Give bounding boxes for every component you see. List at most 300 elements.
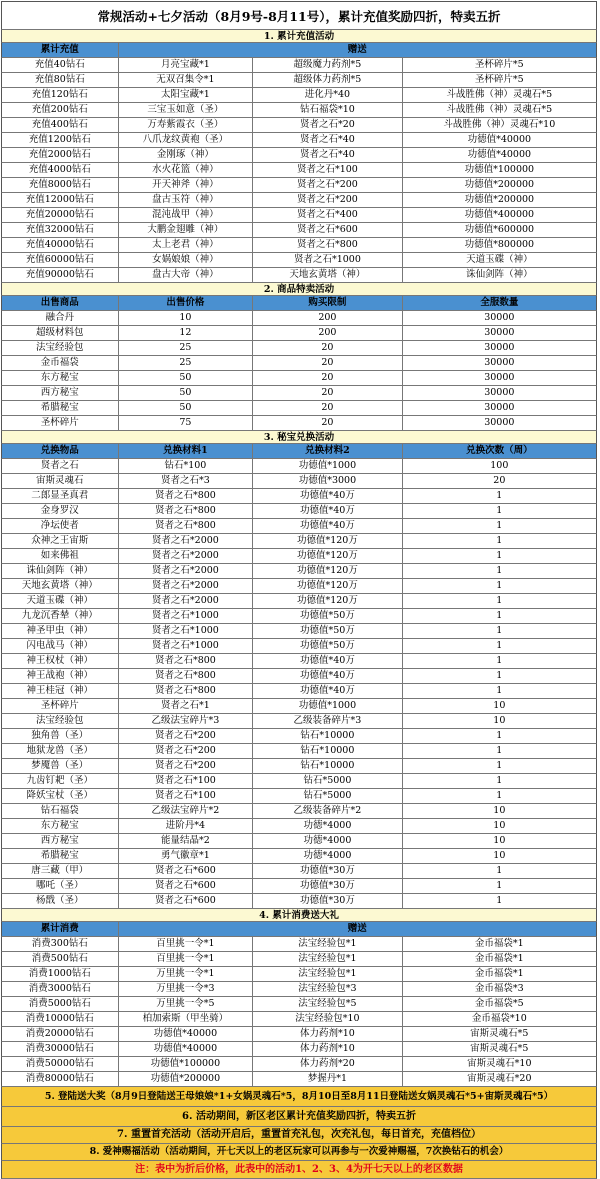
table-cell: 30000 [403, 401, 596, 415]
table-row [1, 834, 597, 849]
table-row [1, 759, 597, 774]
table-cell: 圣杯碎片 [2, 699, 119, 713]
table-cell: 1 [403, 654, 596, 668]
table-cell: 金身罗汉 [2, 504, 119, 518]
table-row [1, 579, 597, 594]
table-cell: 乙级法宝碎片*2 [119, 804, 254, 818]
table-cell: 1 [403, 894, 596, 908]
table-cell: 金币福袋 [2, 356, 119, 370]
table-cell: 1 [403, 864, 596, 878]
section4-title-bar: 4. 累计消费送大礼 [1, 909, 597, 922]
table-cell: 200 [253, 311, 403, 325]
table-row [1, 401, 597, 416]
table-row [1, 729, 597, 744]
table-cell: 1 [403, 669, 596, 683]
table-cell: 超级材料包 [2, 326, 119, 340]
section3-table [1, 459, 597, 909]
table-row [1, 178, 597, 193]
table-row [1, 789, 597, 804]
table-cell: 充值20000钻石 [2, 208, 119, 222]
table-row [1, 549, 597, 564]
table-cell: 贤者之石*1000 [119, 639, 254, 653]
table-cell: 20 [253, 371, 403, 385]
table-cell: 宙斯灵魂石 [2, 474, 119, 488]
table-cell: 10 [119, 311, 254, 325]
table-row [1, 684, 597, 699]
table-cell: 盘古大帝（神） [119, 268, 254, 282]
table-cell: 充值90000钻石 [2, 268, 119, 282]
table-cell: 水火花篮（神） [119, 163, 254, 177]
table-cell: 功德值*1000 [253, 699, 403, 713]
table-cell: 功德值*40000 [119, 1027, 254, 1041]
table-cell: 体力药剂*20 [253, 1057, 403, 1071]
table-cell: 法宝经验包*10 [253, 1012, 403, 1026]
table-cell: 圣杯碎片 [2, 416, 119, 430]
table-cell: 贤者之石*200 [253, 178, 403, 192]
table-row [1, 894, 597, 909]
table-cell: 进阶丹*4 [119, 819, 254, 833]
table-cell: 圣杯碎片*5 [403, 58, 596, 72]
activity-sheet [1, 1, 597, 1179]
table-cell: 乙级装备碎片*2 [253, 804, 403, 818]
table-cell: 钻石福袋 [2, 804, 119, 818]
table-cell: 盘古玉符（神） [119, 193, 254, 207]
table-row [1, 804, 597, 819]
table-cell: 钻石*10000 [253, 759, 403, 773]
table-cell: 西方秘宝 [2, 834, 119, 848]
table-row [1, 238, 597, 253]
table-cell: 法宝经验包*1 [253, 967, 403, 981]
table-cell: 消费50000钻石 [2, 1057, 119, 1071]
table-cell: 贤者之石*100 [119, 774, 254, 788]
table-cell: 贤者之石*1 [119, 699, 254, 713]
table-row [1, 519, 597, 534]
section1-title-bar: 1. 累计充值活动 [1, 30, 597, 43]
table-cell: 功德值*800000 [403, 238, 596, 252]
table-cell: 金币福袋*1 [403, 937, 596, 951]
section2-title-bar: 2. 商品特卖活动 [1, 283, 597, 296]
table-row [1, 609, 597, 624]
table-cell: 功德值*400000 [403, 208, 596, 222]
table-cell: 75 [119, 416, 254, 430]
table-cell: 诛仙剑阵（神） [403, 268, 596, 282]
table-cell: 贤者之石*1000 [253, 253, 403, 267]
table-cell: 贤者之石*600 [253, 223, 403, 237]
table-cell: 1 [403, 789, 596, 803]
table-cell: 充值32000钻石 [2, 223, 119, 237]
table-cell: 九齿钉耙（圣） [2, 774, 119, 788]
table-cell: 大鹏金翅雕（神） [119, 223, 254, 237]
table-cell: 30000 [403, 371, 596, 385]
table-cell: 贤者之石*2000 [119, 579, 254, 593]
table-cell: 功德值*120万 [253, 564, 403, 578]
table-cell: 功德值*1000 [253, 459, 403, 473]
table-cell: 金币福袋*1 [403, 967, 596, 981]
table-cell: 天地玄黄塔（神） [253, 268, 403, 282]
table-cell: 众神之王宙斯 [2, 534, 119, 548]
table-cell: 贤者之石*3 [119, 474, 254, 488]
table-row [1, 58, 597, 73]
table-row [1, 88, 597, 103]
table-cell: 功德值*120万 [253, 594, 403, 608]
table-cell: 钻石*100 [119, 459, 254, 473]
table-cell: 1 [403, 684, 596, 698]
table-cell: 功德值*600000 [403, 223, 596, 237]
table-cell: 乙级装备碎片*3 [253, 714, 403, 728]
table-cell: 1 [403, 489, 596, 503]
table-row [1, 699, 597, 714]
table-cell: 斗战胜佛（神）灵魂石*10 [403, 118, 596, 132]
table-row [1, 1012, 597, 1027]
table-row [1, 714, 597, 729]
table-cell: 神王桂冠（神） [2, 684, 119, 698]
table-row [1, 326, 597, 341]
table-cell: 充值1200钻石 [2, 133, 119, 147]
table-cell: 法宝经验包 [2, 341, 119, 355]
table-cell: 贤者之石*100 [119, 789, 254, 803]
table-cell: 20 [253, 386, 403, 400]
table-cell: 10 [403, 849, 596, 863]
table-cell: 八爪龙纹黄袍（圣） [119, 133, 254, 147]
table-cell: 独角兽（圣） [2, 729, 119, 743]
section1-table [1, 58, 597, 283]
table-cell: 能量结晶*2 [119, 834, 254, 848]
table-row [1, 489, 597, 504]
table-cell: 太上老君（神） [119, 238, 254, 252]
table-cell: 功德值*50万 [253, 639, 403, 653]
table-cell: 功德值*50万 [253, 624, 403, 638]
table-cell: 功德值*40万 [253, 489, 403, 503]
table-cell: 贤者之石*800 [253, 238, 403, 252]
table-cell: 无双召集令*1 [119, 73, 254, 87]
table-row [1, 534, 597, 549]
table-cell: 贤者之石*20 [253, 118, 403, 132]
table-row [1, 594, 597, 609]
table-cell: 1 [403, 519, 596, 533]
table-cell: 20 [403, 474, 596, 488]
table-cell: 1 [403, 609, 596, 623]
table-cell: 充值400钻石 [2, 118, 119, 132]
table-cell: 10 [403, 834, 596, 848]
table-cell: 12 [119, 326, 254, 340]
table-cell: 斗战胜佛（神）灵魂石*5 [403, 103, 596, 117]
table-cell: 法宝经验包*5 [253, 997, 403, 1011]
table-cell: 功德值*120万 [253, 534, 403, 548]
table-row [1, 819, 597, 834]
table-cell: 勇气徽章*1 [119, 849, 254, 863]
table-cell: 宙斯灵魂石*5 [403, 1027, 596, 1041]
table-cell: 贤者之石*400 [253, 208, 403, 222]
table-cell: 梦握丹*1 [253, 1072, 403, 1086]
table-row [1, 73, 597, 88]
table-cell: 贤者之石*200 [119, 744, 254, 758]
table-cell: 贤者之石*200 [119, 729, 254, 743]
table-cell: 神王权杖（神） [2, 654, 119, 668]
section2-header: 出售商品 出售价格 购买限制 全服数量 [1, 296, 597, 311]
table-cell: 功德值*40万 [253, 519, 403, 533]
table-cell: 天地玄黄塔（神） [2, 579, 119, 593]
table-cell: 柏加索斯（甲坐骑） [119, 1012, 254, 1026]
table-cell: 充值40钻石 [2, 58, 119, 72]
table-cell: 降妖宝杖（圣） [2, 789, 119, 803]
table-cell: 钻石福袋*10 [253, 103, 403, 117]
table-cell: 贤者之石*600 [119, 894, 254, 908]
table-cell: 10 [403, 804, 596, 818]
table-cell: 百里挑一令*1 [119, 937, 254, 951]
table-row [1, 311, 597, 326]
table-cell: 金币福袋*3 [403, 982, 596, 996]
table-cell: 功德*4000 [253, 819, 403, 833]
table-cell: 净坛使者 [2, 519, 119, 533]
table-cell: 贤者之石*600 [119, 864, 254, 878]
table-cell: 1 [403, 549, 596, 563]
table-cell: 功德值*50万 [253, 609, 403, 623]
table-cell: 消费20000钻石 [2, 1027, 119, 1041]
table-cell: 万里挑一令*3 [119, 982, 254, 996]
table-cell: 闪电战马（神） [2, 639, 119, 653]
table-cell: 金币福袋*5 [403, 997, 596, 1011]
table-cell: 功德值*200000 [403, 178, 596, 192]
table-cell: 充值200钻石 [2, 103, 119, 117]
table-cell: 西方秘宝 [2, 386, 119, 400]
table-row [1, 103, 597, 118]
table-cell: 消费5000钻石 [2, 997, 119, 1011]
table-cell: 100 [403, 459, 596, 473]
table-row [1, 639, 597, 654]
table-cell: 30000 [403, 311, 596, 325]
table-cell: 进化丹*40 [253, 88, 403, 102]
table-cell: 消费300钻石 [2, 937, 119, 951]
section5-login-reward: 5. 登陆送大奖（8月9日登陆送王母娘娘*1+女娲灵魂石*5，8月10日至8月11日登陆送女娲灵魂石*5+宙斯灵魂石*5） [1, 1087, 597, 1107]
table-cell: 功德值*100000 [403, 163, 596, 177]
table-row [1, 774, 597, 789]
table-cell: 功德值*40万 [253, 654, 403, 668]
table-cell: 功德值*30万 [253, 879, 403, 893]
table-cell: 充值8000钻石 [2, 178, 119, 192]
table-cell: 充值4000钻石 [2, 163, 119, 177]
table-row [1, 356, 597, 371]
table-cell: 金币福袋*10 [403, 1012, 596, 1026]
table-cell: 三宝玉如意（圣） [119, 103, 254, 117]
table-cell: 月亮宝藏*1 [119, 58, 254, 72]
table-row [1, 967, 597, 982]
table-cell: 消费80000钻石 [2, 1072, 119, 1086]
table-row [1, 371, 597, 386]
table-cell: 20 [253, 416, 403, 430]
table-cell: 1 [403, 594, 596, 608]
table-cell: 25 [119, 341, 254, 355]
table-cell: 宙斯灵魂石*20 [403, 1072, 596, 1086]
table-cell: 钻石*10000 [253, 729, 403, 743]
table-cell: 贤者之石*1000 [119, 609, 254, 623]
table-cell: 钻石*5000 [253, 774, 403, 788]
table-cell: 充值2000钻石 [2, 148, 119, 162]
table-cell: 宙斯灵魂石*10 [403, 1057, 596, 1071]
table-row [1, 1027, 597, 1042]
table-cell: 贤者之石*2000 [119, 594, 254, 608]
table-cell: 贤者之石*800 [119, 684, 254, 698]
section4-table [1, 937, 597, 1087]
table-cell: 贤者之石*2000 [119, 564, 254, 578]
table-row [1, 1072, 597, 1087]
table-cell: 天道玉碟（神） [403, 253, 596, 267]
section6-discount: 6. 活动期间，新区老区累计充值奖励四折，特卖五折 [1, 1107, 597, 1127]
footnote: 注：表中为折后价格，此表中的活动1、2、3、4为开七天以上的老区数据 [1, 1161, 597, 1179]
table-cell: 斗战胜佛（神）灵魂石*5 [403, 88, 596, 102]
table-cell: 二郎显圣真君 [2, 489, 119, 503]
table-cell: 功德值*3000 [253, 474, 403, 488]
table-cell: 1 [403, 504, 596, 518]
table-cell: 1 [403, 639, 596, 653]
table-cell: 50 [119, 371, 254, 385]
table-cell: 消费1000钻石 [2, 967, 119, 981]
table-row [1, 163, 597, 178]
table-cell: 功德值*30万 [253, 894, 403, 908]
table-row [1, 669, 597, 684]
table-row [1, 208, 597, 223]
table-cell: 金刚琢（神） [119, 148, 254, 162]
table-row [1, 253, 597, 268]
table-cell: 功德值*200000 [403, 193, 596, 207]
table-row [1, 997, 597, 1012]
table-cell: 钻石*10000 [253, 744, 403, 758]
table-cell: 功德值*40万 [253, 684, 403, 698]
table-cell: 融合丹 [2, 311, 119, 325]
table-row [1, 1057, 597, 1072]
table-cell: 功德值*100000 [119, 1057, 254, 1071]
table-cell: 25 [119, 356, 254, 370]
section3-header: 兑换物品 兑换材料1 兑换材料2 兑换次数（周） [1, 444, 597, 459]
table-cell: 贤者之石 [2, 459, 119, 473]
table-row [1, 624, 597, 639]
table-cell: 充值80钻石 [2, 73, 119, 87]
table-cell: 九龙沉香辇（神） [2, 609, 119, 623]
table-row [1, 952, 597, 967]
section7-first-charge-reset: 7. 重置首充活动（活动开启后，重置首充礼包，次充礼包，每日首充，充值档位） [1, 1127, 597, 1144]
table-cell: 东方秘宝 [2, 819, 119, 833]
table-cell: 贤者之石*100 [253, 163, 403, 177]
table-cell: 贤者之石*2000 [119, 534, 254, 548]
table-cell: 20 [253, 356, 403, 370]
table-row [1, 118, 597, 133]
table-cell: 消费10000钻石 [2, 1012, 119, 1026]
table-row [1, 1042, 597, 1057]
section4-header: 累计消费 赠送 [1, 922, 597, 937]
table-cell: 哪吒（圣） [2, 879, 119, 893]
table-row [1, 504, 597, 519]
table-cell: 贤者之石*600 [119, 879, 254, 893]
table-cell: 10 [403, 699, 596, 713]
table-row [1, 474, 597, 489]
table-cell: 10 [403, 714, 596, 728]
table-cell: 宙斯灵魂石*5 [403, 1042, 596, 1056]
table-row [1, 341, 597, 356]
table-cell: 贤者之石*800 [119, 489, 254, 503]
table-cell: 充值120钻石 [2, 88, 119, 102]
table-cell: 1 [403, 744, 596, 758]
table-cell: 1 [403, 579, 596, 593]
table-cell: 体力药剂*10 [253, 1042, 403, 1056]
table-cell: 如来佛祖 [2, 549, 119, 563]
table-cell: 消费3000钻石 [2, 982, 119, 996]
table-cell: 天道玉碟（神） [2, 594, 119, 608]
table-row [1, 879, 597, 894]
table-cell: 百里挑一令*1 [119, 952, 254, 966]
table-cell: 神王战袍（神） [2, 669, 119, 683]
table-cell: 50 [119, 386, 254, 400]
table-cell: 功德值*40000 [403, 133, 596, 147]
table-cell: 贤者之石*40 [253, 148, 403, 162]
table-cell: 贤者之石*800 [119, 669, 254, 683]
table-cell: 1 [403, 774, 596, 788]
table-cell: 万里挑一令*5 [119, 997, 254, 1011]
table-cell: 30000 [403, 416, 596, 430]
table-cell: 30000 [403, 356, 596, 370]
table-cell: 混沌战甲（神） [119, 208, 254, 222]
table-cell: 圣杯碎片*5 [403, 73, 596, 87]
table-cell: 法宝经验包*1 [253, 937, 403, 951]
table-cell: 开天神斧（神） [119, 178, 254, 192]
table-cell: 万里挑一令*1 [119, 967, 254, 981]
table-cell: 30000 [403, 386, 596, 400]
table-row [1, 864, 597, 879]
table-row [1, 133, 597, 148]
table-row [1, 148, 597, 163]
section8-blessing: 8. 爱神赐福活动（活动期间，开七天以上的老区玩家可以再参与一次爱神赐福，7次换钻石的机会） [1, 1144, 597, 1161]
table-cell: 法宝经验包*1 [253, 952, 403, 966]
table-cell: 1 [403, 879, 596, 893]
table-cell: 贤者之石*40 [253, 133, 403, 147]
table-cell: 功德值*120万 [253, 549, 403, 563]
table-cell: 贤者之石*200 [253, 193, 403, 207]
table-row [1, 982, 597, 997]
section1-header: 累计充值 赠送 [1, 43, 597, 58]
table-cell: 1 [403, 624, 596, 638]
table-cell: 法宝经验包 [2, 714, 119, 728]
table-row [1, 654, 597, 669]
table-cell: 功德值*200000 [119, 1072, 254, 1086]
table-cell: 30000 [403, 341, 596, 355]
table-cell: 1 [403, 564, 596, 578]
table-cell: 50 [119, 401, 254, 415]
table-row [1, 937, 597, 952]
table-cell: 30000 [403, 326, 596, 340]
table-cell: 功德值*40万 [253, 669, 403, 683]
table-cell: 20 [253, 401, 403, 415]
table-cell: 功德值*40万 [253, 504, 403, 518]
table-cell: 东方秘宝 [2, 371, 119, 385]
table-row [1, 386, 597, 401]
table-cell: 超级体力药剂*5 [253, 73, 403, 87]
table-cell: 贤者之石*1000 [119, 624, 254, 638]
table-cell: 充值12000钻石 [2, 193, 119, 207]
table-cell: 充值40000钻石 [2, 238, 119, 252]
table-cell: 1 [403, 729, 596, 743]
table-row [1, 223, 597, 238]
table-cell: 功德值*40000 [119, 1042, 254, 1056]
table-row [1, 416, 597, 431]
table-row [1, 459, 597, 474]
table-cell: 梦魇兽（圣） [2, 759, 119, 773]
table-cell: 钻石*5000 [253, 789, 403, 803]
table-row [1, 193, 597, 208]
table-cell: 功德值*120万 [253, 579, 403, 593]
table-cell: 体力药剂*10 [253, 1027, 403, 1041]
table-cell: 1 [403, 759, 596, 773]
table-cell: 地狱龙兽（圣） [2, 744, 119, 758]
table-cell: 贤者之石*800 [119, 519, 254, 533]
table-cell: 诛仙剑阵（神） [2, 564, 119, 578]
